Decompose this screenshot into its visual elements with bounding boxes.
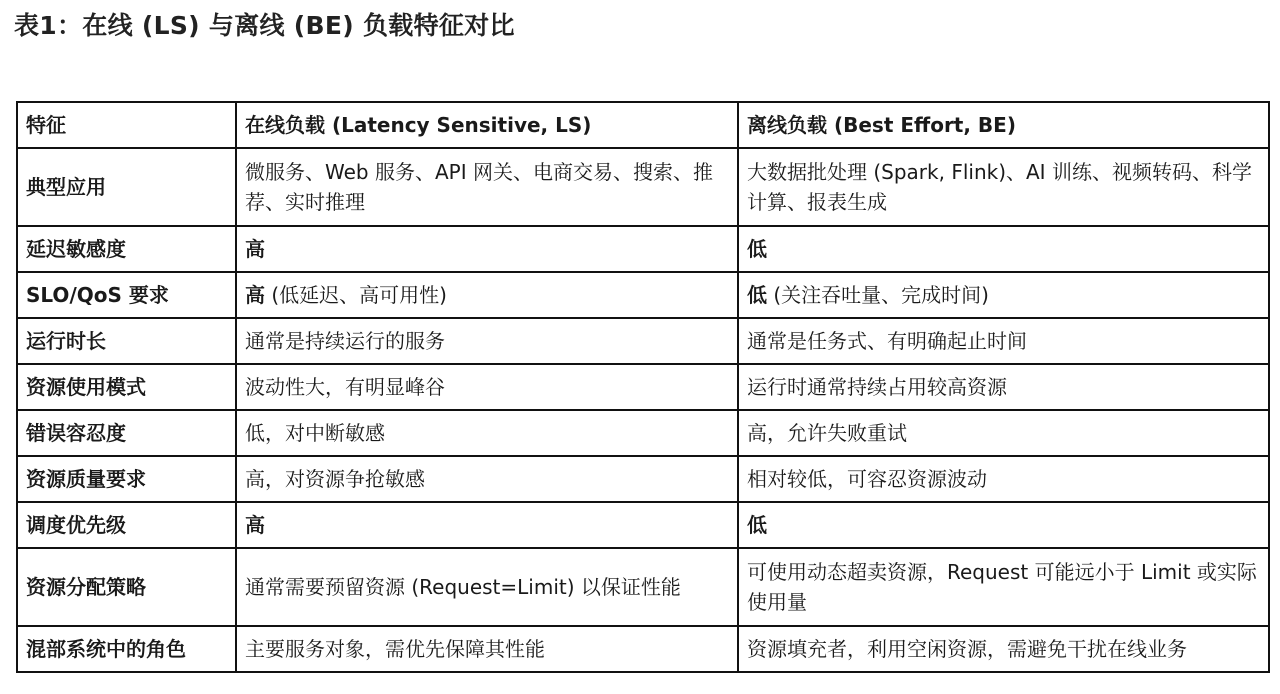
row-ls: 高 — [236, 226, 738, 272]
table-row — [17, 502, 1269, 548]
ls-detail: (低延迟、高可用性) — [265, 283, 447, 307]
row-be: 可使用动态超卖资源，Request 可能远小于 Limit 或实际使用量 — [738, 548, 1269, 626]
row-feature: SLO/QoS 要求 — [17, 272, 236, 318]
table-row — [17, 272, 1269, 318]
ls-level: 高 — [245, 283, 265, 307]
row-feature: 调度优先级 — [17, 502, 236, 548]
row-be: 通常是任务式、有明确起止时间 — [738, 318, 1269, 364]
table-header-row — [17, 102, 1269, 148]
row-feature: 错误容忍度 — [17, 410, 236, 456]
table-row — [17, 148, 1269, 226]
row-be: 运行时通常持续占用较高资源 — [738, 364, 1269, 410]
be-level: 低 — [747, 283, 767, 307]
table-row — [17, 548, 1269, 626]
row-be: 高，允许失败重试 — [738, 410, 1269, 456]
comparison-table — [16, 101, 1270, 673]
row-feature: 延迟敏感度 — [17, 226, 236, 272]
row-be: 大数据批处理 (Spark, Flink)、AI 训练、视频转码、科学计算、报表生成 — [738, 148, 1269, 226]
row-ls: 微服务、Web 服务、API 网关、电商交易、搜索、推荐、实时推理 — [236, 148, 738, 226]
be-detail: (关注吞吐量、完成时间) — [767, 283, 989, 307]
row-be — [738, 272, 1269, 318]
row-ls: 波动性大，有明显峰谷 — [236, 364, 738, 410]
table-row — [17, 456, 1269, 502]
row-be: 低 — [738, 226, 1269, 272]
row-be: 低 — [738, 502, 1269, 548]
header-be: 离线负载 (Best Effort, BE) — [738, 102, 1269, 148]
row-ls: 通常是持续运行的服务 — [236, 318, 738, 364]
table-row — [17, 226, 1269, 272]
row-feature: 混部系统中的角色 — [17, 626, 236, 672]
row-ls: 高 — [236, 502, 738, 548]
table-row — [17, 364, 1269, 410]
row-ls: 主要服务对象，需优先保障其性能 — [236, 626, 738, 672]
header-feature: 特征 — [17, 102, 236, 148]
row-ls: 低，对中断敏感 — [236, 410, 738, 456]
row-feature: 资源质量要求 — [17, 456, 236, 502]
table-row — [17, 318, 1269, 364]
row-feature: 典型应用 — [17, 148, 236, 226]
row-ls: 高，对资源争抢敏感 — [236, 456, 738, 502]
row-feature: 资源分配策略 — [17, 548, 236, 626]
row-feature: 运行时长 — [17, 318, 236, 364]
table-row — [17, 410, 1269, 456]
table-row — [17, 626, 1269, 672]
table-title: 表1：在线 (LS) 与离线 (BE) 负载特征对比 — [14, 11, 515, 40]
row-feature: 资源使用模式 — [17, 364, 236, 410]
row-ls — [236, 272, 738, 318]
row-ls: 通常需要预留资源 (Request=Limit) 以保证性能 — [236, 548, 738, 626]
row-be: 相对较低，可容忍资源波动 — [738, 456, 1269, 502]
row-be: 资源填充者，利用空闲资源，需避免干扰在线业务 — [738, 626, 1269, 672]
header-ls: 在线负载 (Latency Sensitive, LS) — [236, 102, 738, 148]
